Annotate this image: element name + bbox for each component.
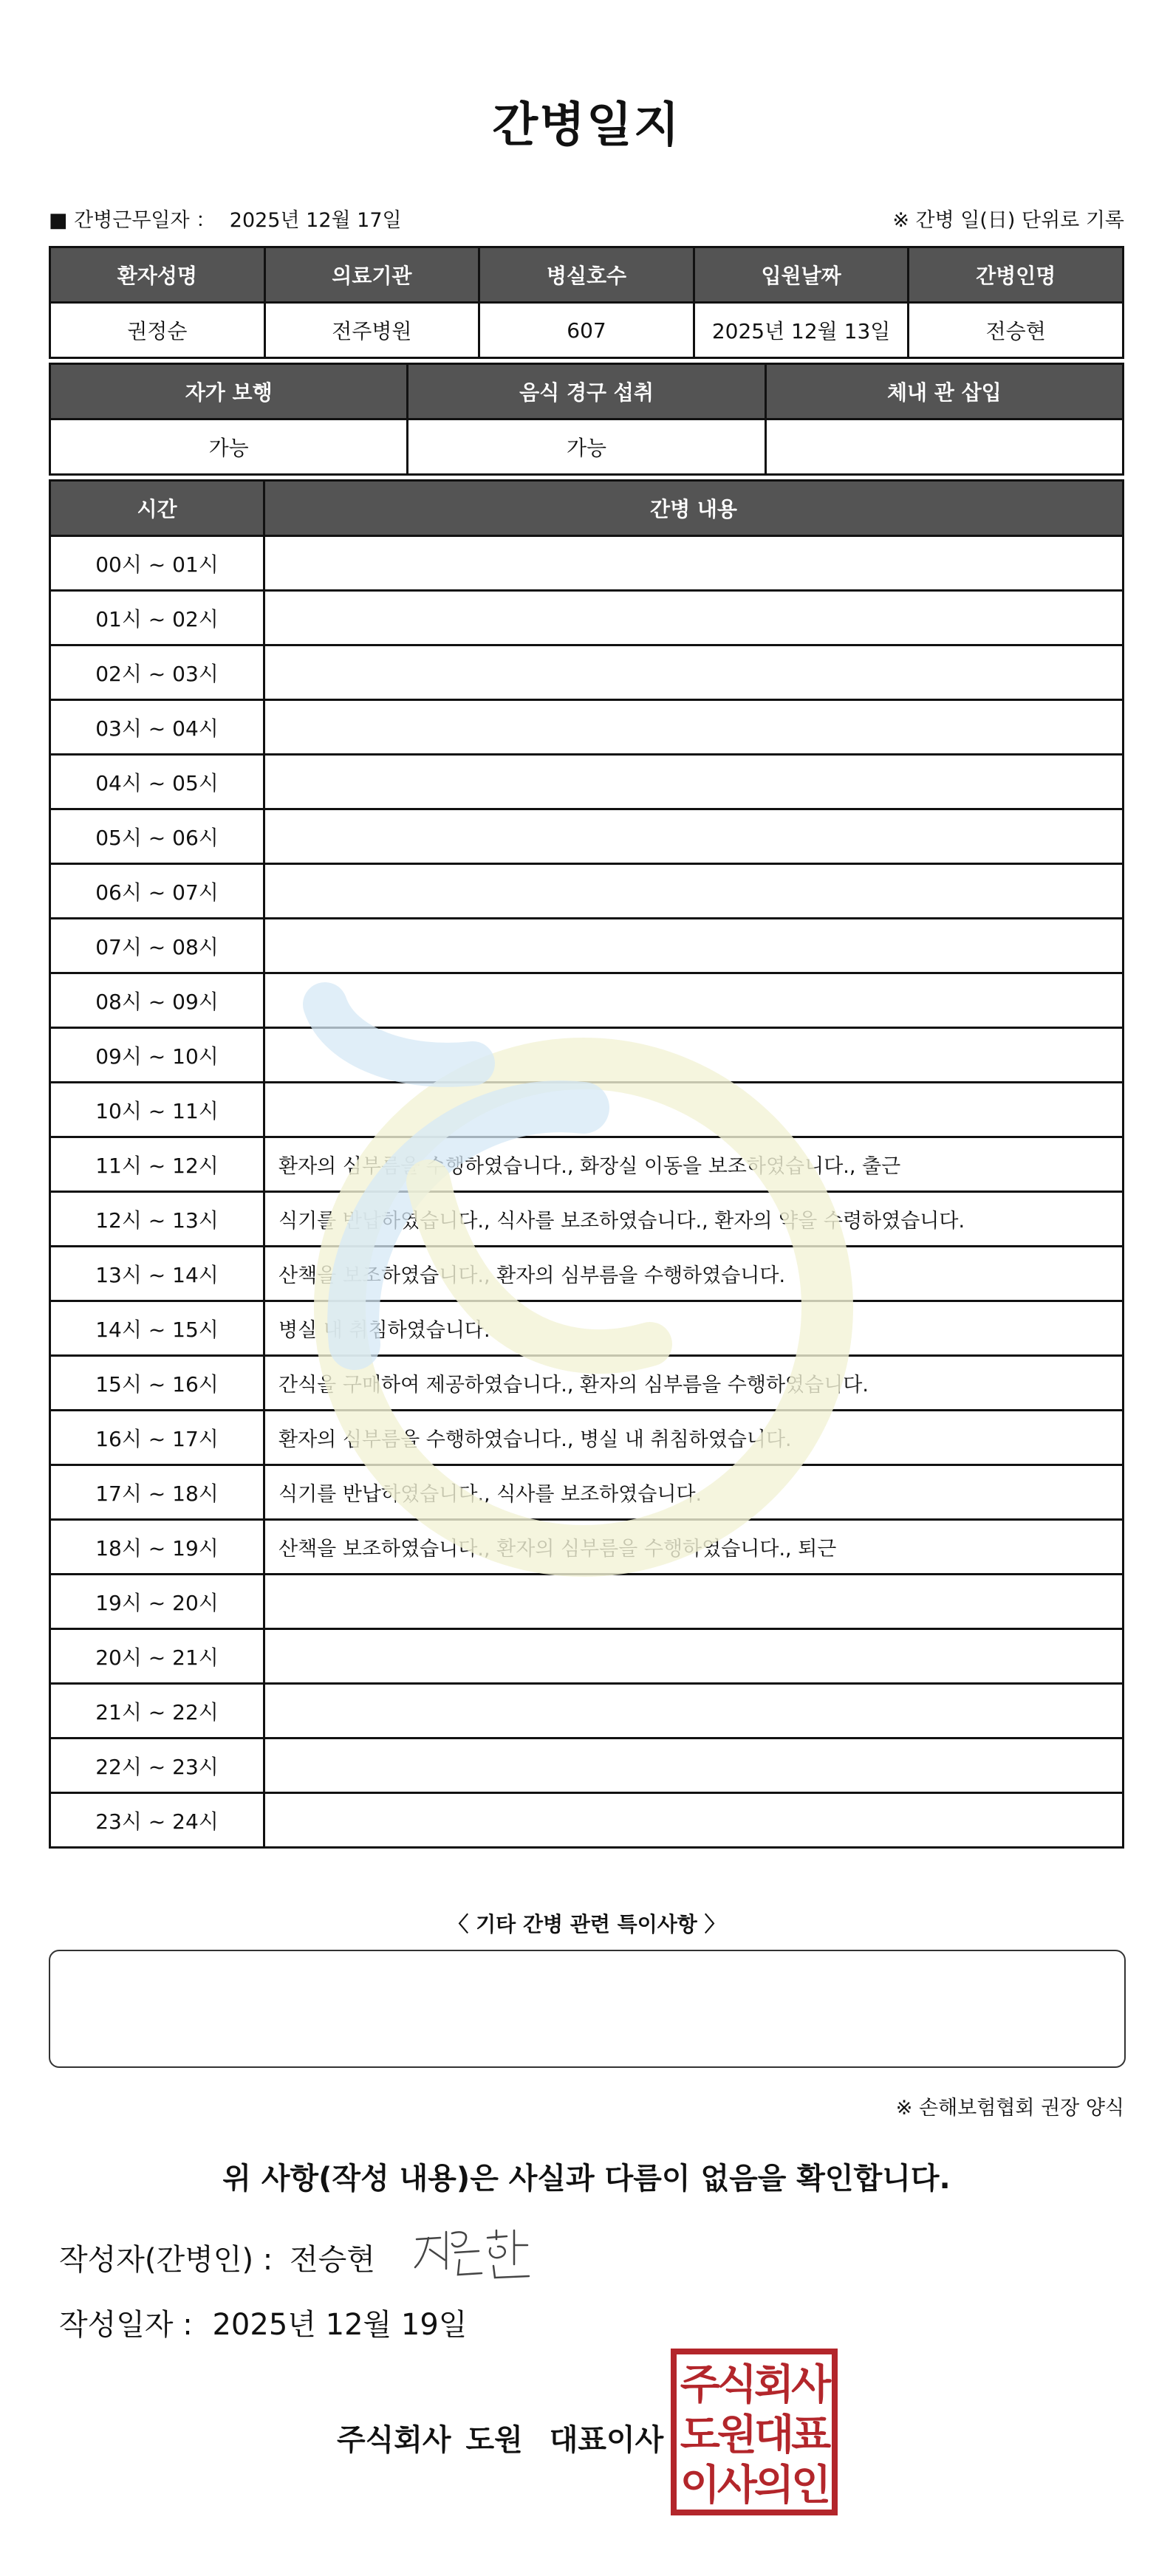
time-slot: 00시 ~ 01시 <box>50 536 264 591</box>
time-slot: 07시 ~ 08시 <box>50 919 264 973</box>
hospital-name: 전주병원 <box>264 303 479 358</box>
table-row <box>50 1684 1124 1739</box>
time-slot: 18시 ~ 19시 <box>50 1520 264 1575</box>
patient-info-table <box>49 246 1124 359</box>
time-slot: 14시 ~ 15시 <box>50 1301 264 1356</box>
time-slot: 02시 ~ 03시 <box>50 645 264 700</box>
document-title: 간병일지 <box>492 98 681 153</box>
time-slot: 06시 ~ 07시 <box>50 864 264 919</box>
care-content <box>264 1739 1124 1793</box>
company-name: 주식회사 도원 <box>337 2423 523 2457</box>
table-row <box>50 1137 1124 1192</box>
header-room: 병실호수 <box>479 247 694 303</box>
table-row <box>50 1356 1124 1411</box>
unit-note: ※ 간병 일(日) 단위로 기록 <box>892 209 1124 232</box>
table-row <box>50 973 1124 1028</box>
written-date-value: 2025년 12월 19일 <box>212 2308 468 2342</box>
time-slot: 17시 ~ 18시 <box>50 1465 264 1520</box>
table-row <box>50 1520 1124 1575</box>
writer-line <box>59 2236 383 2278</box>
care-content <box>264 1083 1124 1137</box>
care-content: 식기를 반납하였습니다., 식사를 보조하였습니다., 환자의 약을 수령하였습니다. <box>264 1192 1124 1247</box>
care-content: 식기를 반납하였습니다., 식사를 보조하였습니다. <box>264 1465 1124 1520</box>
table-row <box>50 864 1124 919</box>
header-caregiver-name: 간병인명 <box>909 247 1124 303</box>
care-log-rows <box>50 536 1124 1848</box>
care-content <box>264 700 1124 755</box>
table-row <box>50 700 1124 755</box>
time-slot: 04시 ~ 05시 <box>50 755 264 809</box>
table-row <box>50 645 1124 700</box>
oral-intake-value: 가능 <box>408 419 765 475</box>
time-slot: 21시 ~ 22시 <box>50 1684 264 1739</box>
writer-name: 전승현 <box>289 2243 375 2277</box>
caregiver-name: 전승현 <box>909 303 1124 358</box>
form-source-note: ※ 손해보험협회 권장 양식 <box>895 2097 1124 2120</box>
confirmation-statement: 위 사항(작성 내용)은 사실과 다름이 없음을 확인합니다. <box>222 2162 951 2196</box>
care-content: 환자의 심부름을 수행하였습니다., 병실 내 취침하였습니다. <box>264 1411 1124 1465</box>
svg-text:도원대표: 도원대표 <box>680 2411 829 2459</box>
care-content: 산책을 보조하였습니다., 환자의 심부름을 수행하였습니다., 퇴근 <box>264 1520 1124 1575</box>
time-slot: 20시 ~ 21시 <box>50 1629 264 1684</box>
care-content <box>264 536 1124 591</box>
written-date-label: 작성일자 : <box>59 2308 193 2342</box>
company-role: 대표이사 <box>549 2423 664 2457</box>
care-content <box>264 1629 1124 1684</box>
care-content: 산책을 보조하였습니다., 환자의 심부름을 수행하였습니다. <box>264 1247 1124 1301</box>
table-row <box>50 755 1124 809</box>
care-content <box>264 973 1124 1028</box>
care-content <box>264 1684 1124 1739</box>
time-slot: 01시 ~ 02시 <box>50 591 264 645</box>
svg-text:이사의인: 이사의인 <box>680 2462 829 2510</box>
header-tube-insertion: 체내 관 삽입 <box>765 364 1123 419</box>
room-number: 607 <box>479 303 694 358</box>
time-slot: 03시 ~ 04시 <box>50 700 264 755</box>
time-slot: 11시 ~ 12시 <box>50 1137 264 1192</box>
table-row <box>50 1083 1124 1137</box>
time-slot: 08시 ~ 09시 <box>50 973 264 1028</box>
writer-label: 작성자(간병인) : <box>59 2243 273 2277</box>
admission-date: 2025년 12월 13일 <box>694 303 909 358</box>
care-content: 간식을 구매하여 제공하였습니다., 환자의 심부름을 수행하였습니다. <box>264 1356 1124 1411</box>
table-row <box>50 536 1124 591</box>
header-admission-date: 입원날짜 <box>694 247 909 303</box>
handwritten-signature <box>411 2223 536 2282</box>
svg-text:주식회사: 주식회사 <box>680 2361 829 2409</box>
work-date-value: 2025년 12월 17일 <box>229 209 402 232</box>
table-row <box>50 1301 1124 1356</box>
care-content <box>264 809 1124 864</box>
care-content <box>264 864 1124 919</box>
time-slot: 19시 ~ 20시 <box>50 1575 264 1629</box>
time-slot: 10시 ~ 11시 <box>50 1083 264 1137</box>
care-content <box>264 755 1124 809</box>
table-row <box>50 1465 1124 1520</box>
table-row <box>50 1028 1124 1083</box>
written-date-line <box>59 2301 467 2343</box>
work-date-label: ■ 간병근무일자 ： <box>49 209 216 232</box>
table-row <box>50 1739 1124 1793</box>
care-content <box>264 591 1124 645</box>
time-slot: 13시 ~ 14시 <box>50 1247 264 1301</box>
self-walking-value: 가능 <box>50 419 408 475</box>
table-row <box>50 809 1124 864</box>
header-time: 시간 <box>50 481 264 536</box>
table-row <box>50 1793 1124 1848</box>
care-log-table <box>49 479 1124 1849</box>
care-content: 병실 내 취침하였습니다. <box>264 1301 1124 1356</box>
remarks-box <box>49 1950 1126 2068</box>
header-hospital: 의료기관 <box>264 247 479 303</box>
header-self-walking: 자가 보행 <box>50 364 408 419</box>
care-content <box>264 1575 1124 1629</box>
time-slot: 05시 ~ 06시 <box>50 809 264 864</box>
time-slot: 23시 ~ 24시 <box>50 1793 264 1848</box>
patient-status-table <box>49 363 1124 476</box>
remarks-title: 〈 기타 간병 관련 특이사항 〉 <box>448 1912 725 1936</box>
work-date <box>49 204 402 233</box>
patient-name: 권정순 <box>50 303 265 358</box>
time-slot: 16시 ~ 17시 <box>50 1411 264 1465</box>
table-row <box>50 1411 1124 1465</box>
time-slot: 09시 ~ 10시 <box>50 1028 264 1083</box>
table-row <box>50 1247 1124 1301</box>
tube-insertion-value <box>765 419 1123 475</box>
header-oral-intake: 음식 경구 섭취 <box>408 364 765 419</box>
care-content <box>264 919 1124 973</box>
time-slot: 12시 ~ 13시 <box>50 1192 264 1247</box>
header-care-content: 간병 내용 <box>264 481 1124 536</box>
header-patient-name: 환자성명 <box>50 247 265 303</box>
time-slot: 15시 ~ 16시 <box>50 1356 264 1411</box>
time-slot: 22시 ~ 23시 <box>50 1739 264 1793</box>
company-seal-stamp <box>669 2347 839 2517</box>
company-signature-line <box>337 2416 663 2459</box>
table-row <box>50 1575 1124 1629</box>
care-content <box>264 645 1124 700</box>
table-row <box>50 1192 1124 1247</box>
table-row <box>50 1629 1124 1684</box>
table-row <box>50 919 1124 973</box>
care-content <box>264 1028 1124 1083</box>
table-row <box>50 591 1124 645</box>
care-content <box>264 1793 1124 1848</box>
care-content: 환자의 심부름을 수행하였습니다., 화장실 이동을 보조하였습니다., 출근 <box>264 1137 1124 1192</box>
